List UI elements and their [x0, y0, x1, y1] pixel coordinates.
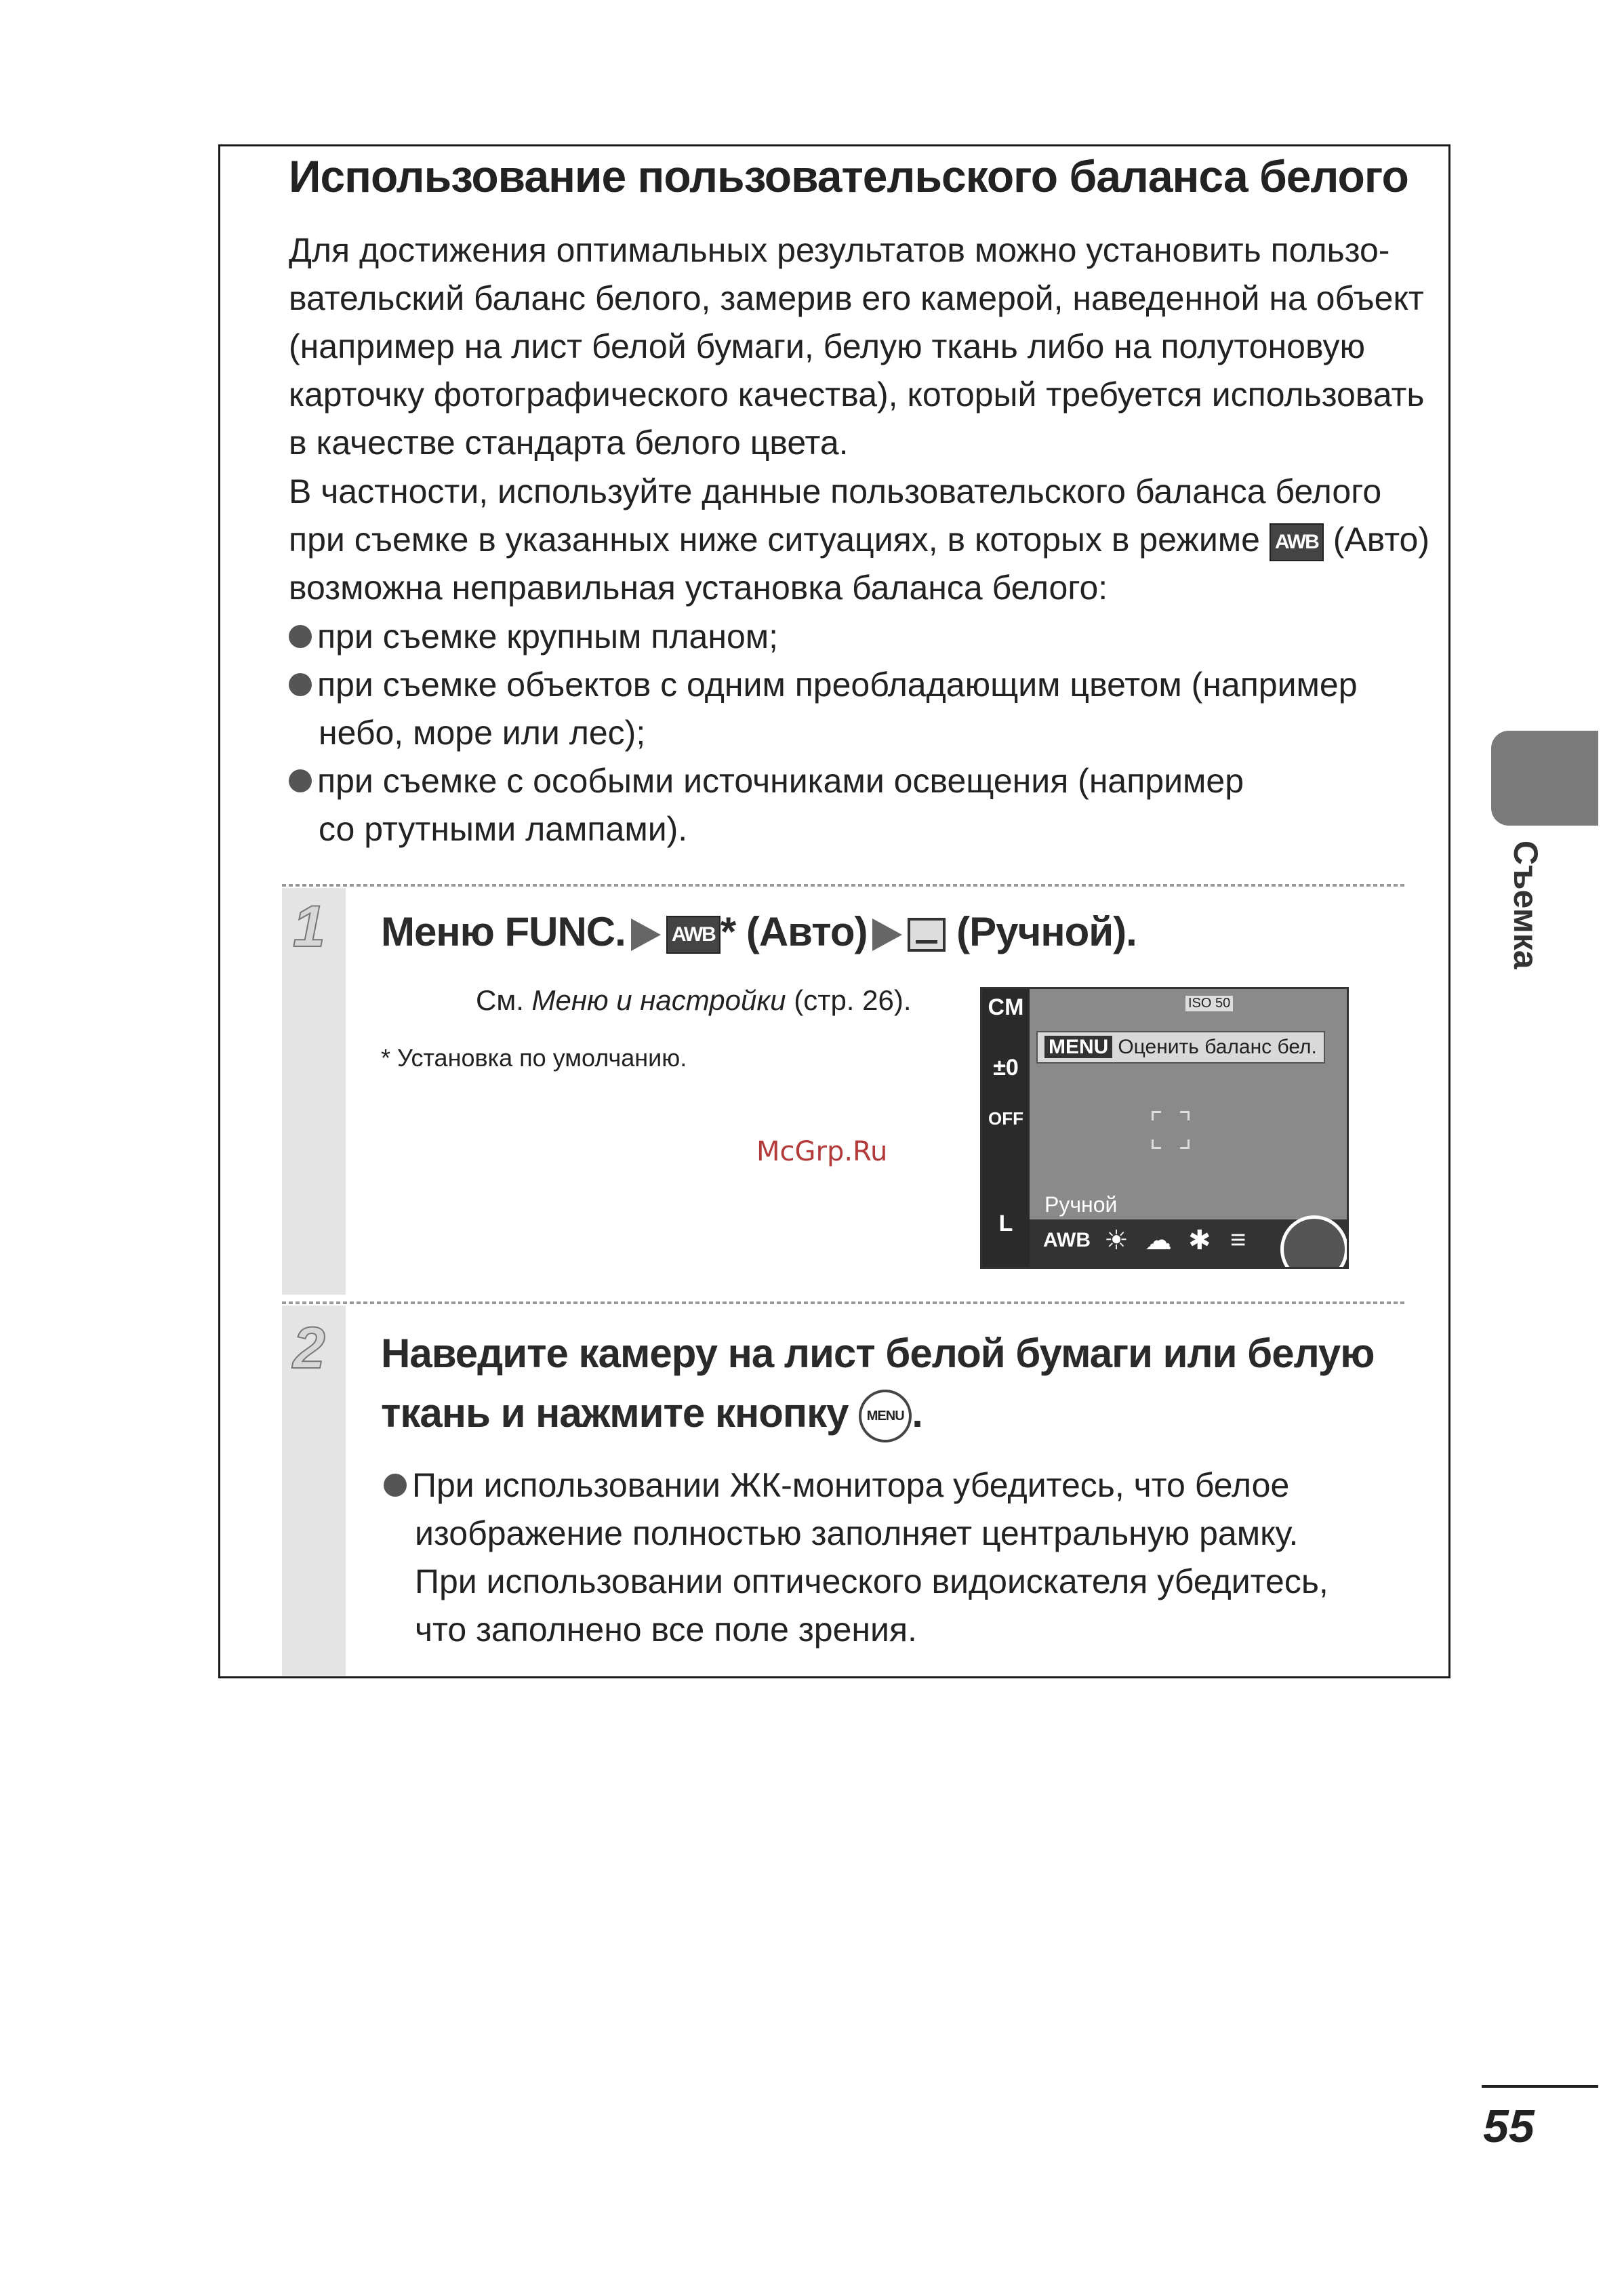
step1-footnote: * Установка по умолчанию.	[381, 1044, 687, 1072]
menu-text: Оценить баланс бел.	[1118, 1036, 1317, 1058]
custom-wb-icon	[908, 918, 946, 952]
step1-func: Меню FUNC.	[381, 909, 626, 954]
mode-cm-icon: CM	[988, 994, 1024, 1020]
bullet-dot-icon	[289, 769, 312, 792]
watermark: McGrp.Ru	[756, 1136, 888, 1167]
intro-line-2: вательский баланс белого, замерив его камерой, наведенной на объект	[289, 279, 1424, 317]
step2-body-line-3: При использовании оптического видоискателя убедитесь,	[415, 1562, 1328, 1600]
bullet-1-text: при съемке крупным планом;	[317, 618, 779, 655]
intro-line-5: в качестве стандарта белого цвета.	[289, 424, 849, 462]
awb-icon: AWB	[666, 916, 720, 954]
arrow-right-icon	[872, 918, 902, 951]
step2-number: 2	[293, 1316, 325, 1381]
bullet-3-text: при съемке с особыми источниками освещения (например	[317, 762, 1244, 800]
page-number: 55	[1483, 2101, 1535, 2152]
step1-reference	[476, 984, 912, 1017]
bullet-dot-icon	[289, 625, 312, 648]
section-title: Использование пользовательского баланса белого	[289, 151, 1408, 201]
iso-icon: ISO 50	[1185, 996, 1233, 1011]
intro-line-4: карточку фотографического качества), который требуется использовать	[289, 376, 1425, 413]
step2-bullet	[384, 1461, 1289, 1510]
step1-auto: * (Авто)	[720, 909, 868, 954]
bullet-1	[289, 613, 778, 661]
ev-value: ±0	[993, 1055, 1019, 1080]
lcd-left-menu	[982, 989, 1030, 1267]
menu-button-icon: MENU	[859, 1390, 912, 1442]
step2-heading-line-2	[381, 1390, 922, 1442]
sun-icon: ☀	[1104, 1226, 1129, 1255]
bullet-dot-icon	[384, 1474, 407, 1497]
lcd-menu-bar	[1036, 1031, 1325, 1064]
menu-tag: MENU	[1044, 1036, 1112, 1058]
para2-line-2-text: при съемке в указанных ниже ситуациях, в которых в режиме	[289, 521, 1260, 559]
cloud-icon: ☁	[1145, 1226, 1172, 1255]
bullet-3	[289, 757, 1244, 805]
step1-number: 1	[293, 894, 325, 959]
bullet-3-cont: со ртутными лампами).	[319, 810, 688, 848]
step2-heading-line-1: Наведите камеру на лист белой бумаги или белую	[381, 1331, 1375, 1376]
tungsten-icon: ✱	[1188, 1226, 1211, 1255]
bullet-2-text: при съемке объектов с одним преобладающим цветом (например	[317, 666, 1358, 704]
step2-body-line-1: При использовании ЖК-монитора убедитесь, что белое	[412, 1466, 1290, 1504]
camera-lcd-screen	[980, 987, 1349, 1269]
step1-manual: (Ручной).	[956, 909, 1137, 954]
awb-option-icon: AWB	[1043, 1229, 1091, 1251]
focus-frame-icon	[1152, 1111, 1190, 1149]
bullet-dot-icon	[289, 673, 312, 696]
bullet-2	[289, 661, 1358, 709]
intro-line-3: (например на лист белой бумаги, белую ткань либо на полутоновую	[289, 327, 1365, 365]
step2-heading-end: .	[912, 1390, 922, 1436]
step2-heading-text: ткань и нажмите кнопку	[381, 1390, 849, 1436]
para2-line-2-end: (Авто)	[1333, 521, 1430, 559]
step1-heading	[381, 908, 1137, 955]
step2-divider	[282, 1301, 1407, 1304]
chapter-tab	[1491, 731, 1598, 826]
size-l-icon: L	[998, 1211, 1013, 1236]
para2-line-1: В частности, используйте данные пользовательского баланса белого	[289, 472, 1382, 510]
para2-line-2	[289, 516, 1429, 564]
manual-label: Ручной	[1044, 1192, 1118, 1217]
ref-link-text: Меню и настройки	[531, 984, 786, 1016]
chapter-tab-label: Съемка	[1507, 841, 1545, 969]
arrow-right-icon	[631, 918, 661, 951]
step2-body-line-2: изображение полностью заполняет центральную рамку.	[415, 1514, 1299, 1552]
awb-icon: AWB	[1270, 523, 1324, 561]
ref-prefix: См.	[476, 984, 524, 1016]
intro-line-1: Для достижения оптимальных результатов можно установить пользо-	[289, 231, 1390, 269]
flash-off-icon: OFF	[988, 1108, 1023, 1129]
para2-line-3: возможна неправильная установка баланса белого:	[289, 569, 1108, 607]
fluorescent-icon: ≡	[1230, 1225, 1246, 1255]
ref-suffix: (стр. 26).	[794, 984, 912, 1016]
page-number-rule	[1482, 2085, 1598, 2088]
step2-body-line-4: что заполнено все поле зрения.	[415, 1611, 917, 1649]
bullet-2-cont: небо, море или лес);	[319, 714, 646, 752]
step1-divider	[282, 884, 1407, 887]
